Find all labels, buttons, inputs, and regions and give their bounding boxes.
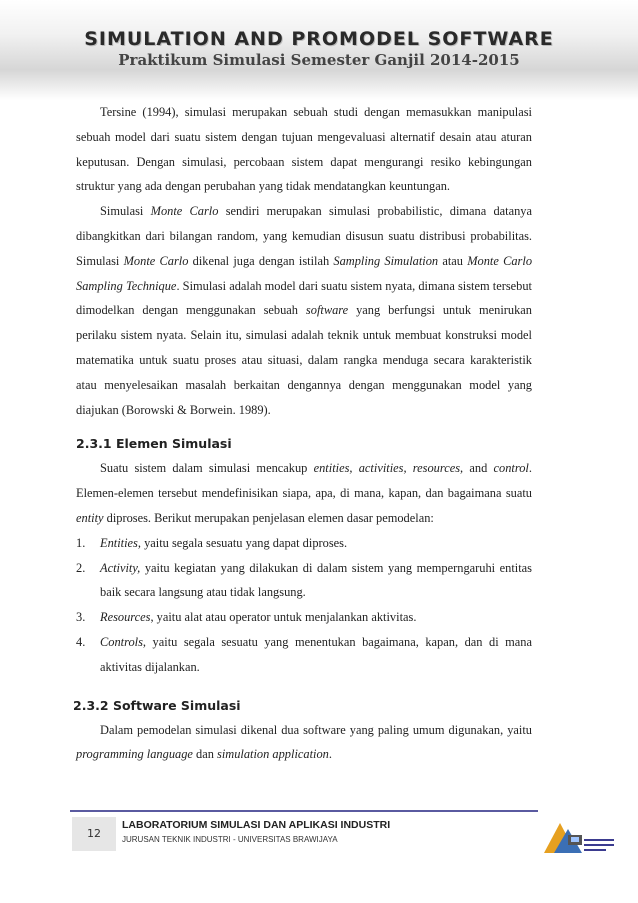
lab-name: LABORATORIUM SIMULASI DAN APLIKASI INDUSTRI <box>122 819 391 831</box>
paragraph-elemen: Suatu sistem dalam simulasi mencakup entities, activities, resources, and control. Elemen-elemen tersebut mendefinisikan siapa, apa, di mana, kapan, dan bagaimana suatu entity diproses. Berikut merupakan penjelasan elemen dasar pemodelan: <box>76 461 532 525</box>
header-banner <box>0 0 638 100</box>
paragraph-software: Dalam pemodelan simulasi dikenal dua software yang paling umum digunakan, yaitu programming language dan simulation application. <box>76 722 532 762</box>
page-header <box>0 0 638 100</box>
document-body <box>73 100 533 767</box>
elements-list <box>76 531 532 680</box>
header-title: SIMULATION AND PROMODEL SOFTWARE <box>84 28 554 50</box>
section-heading-elemen-simulasi: 2.3.1 Elemen Simulasi <box>76 436 232 452</box>
list-item: 4. Controls, yaitu segala sesuatu yang menentukan bagaimana, kapan, dan di mana aktivitas dijalankan. <box>76 634 532 674</box>
footer-divider <box>70 810 538 812</box>
page-footer <box>0 805 638 875</box>
lab-logo-icon <box>538 813 616 859</box>
page-number: 12 <box>72 817 116 851</box>
list-item: 3. Resources, yaitu alat atau operator untuk menjalankan aktivitas. <box>76 610 417 625</box>
paragraph-tersine: Tersine (1994), simulasi merupakan sebuah studi dengan memasukkan manipulasi sebuah model dari suatu sistem dengan tujuan mengevaluasi alternatif desain atau aturan keputusan. Dengan simulasi, percobaan sistem dapat mengurangi resiko kebingungan struktur yang ada dengan perubahan yang tidak mendatangkan keuntungan. <box>76 105 532 194</box>
section-heading-software-simulasi: 2.3.2 Software Simulasi <box>73 697 241 713</box>
header-subtitle: Praktikum Simulasi Semester Ganjil 2014-2015 <box>118 51 520 69</box>
department-name: JURUSAN TEKNIK INDUSTRI - UNIVERSITAS BRAWIJAYA <box>122 835 338 844</box>
paragraph-monte-carlo: Simulasi Monte Carlo sendiri merupakan simulasi probabilistic, dimana datanya dibangkitkan dari bilangan random, yang kemudian disusun suatu distribusi probabilitas. Simulasi Monte Carlo dikenal juga dengan istilah Sampling Simulation atau Monte Carlo Sampling Technique. Simulasi adalah model dari suatu sistem nyata, dimana sistem tersebut dimodelkan dengan menggunakan sebuah software yang berfungsi untuk menirukan perilaku sistem nyata. Selain itu, simulasi adalah teknik untuk membuat konstruksi model matematika untuk suatu proses atau situasi, dalam rangka menduga secara karakteristik atau menyelesaikan masalah berkaitan dengannya dengan menggunakan model yang diajukan (Borowski & Borwein. 1989). <box>76 204 533 417</box>
list-item: 1. Entities, yaitu segala sesuatu yang dapat diproses. <box>76 535 348 550</box>
list-item: 2. Activity, yaitu kegiatan yang dilakukan di dalam sistem yang memperngaruhi entitas baik secara langsung atau tidak langsung. <box>76 560 532 600</box>
